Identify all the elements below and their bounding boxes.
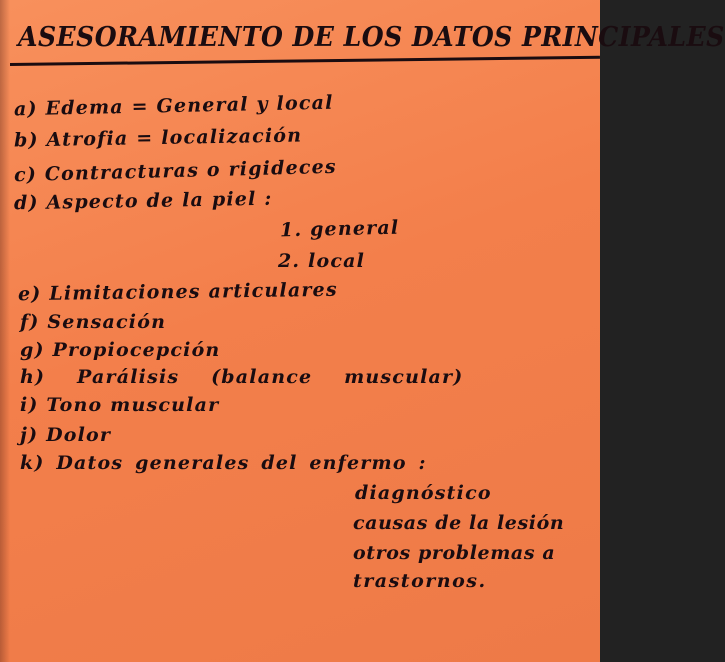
paper-edge-shadow (0, 0, 10, 662)
item-k-causas: causas de la lesión (353, 512, 565, 534)
item-h: h) Parálisis (balance muscular) (20, 366, 464, 388)
item-k-otros: otros problemas a (353, 542, 556, 564)
item-c: c) Contracturas o rigideces (13, 155, 338, 187)
item-b: b) Atrofia = localización (13, 124, 303, 152)
item-d: d) Aspecto de la piel : (13, 187, 273, 215)
title-underline (10, 56, 600, 66)
poster-title: ASESORAMIENTO DE LOS DATOS PRINCIPALES (18, 22, 725, 53)
item-k-trastornos: trastornos. (353, 570, 487, 592)
item-i: i) Tono muscular (20, 394, 220, 416)
item-d-1: 1. general (279, 216, 400, 242)
item-j: j) Dolor (20, 424, 112, 446)
item-e: e) Limitaciones articulares (17, 278, 338, 306)
item-g: g) Propiocepción (20, 339, 221, 361)
item-f: f) Sensación (20, 311, 167, 333)
item-a: a) Edema = General y local (13, 91, 334, 121)
item-d-2: 2. local (278, 250, 366, 272)
item-k: k) Datos generales del enfermo : (20, 452, 427, 474)
item-k-diagnostico: diagnóstico (355, 482, 492, 504)
